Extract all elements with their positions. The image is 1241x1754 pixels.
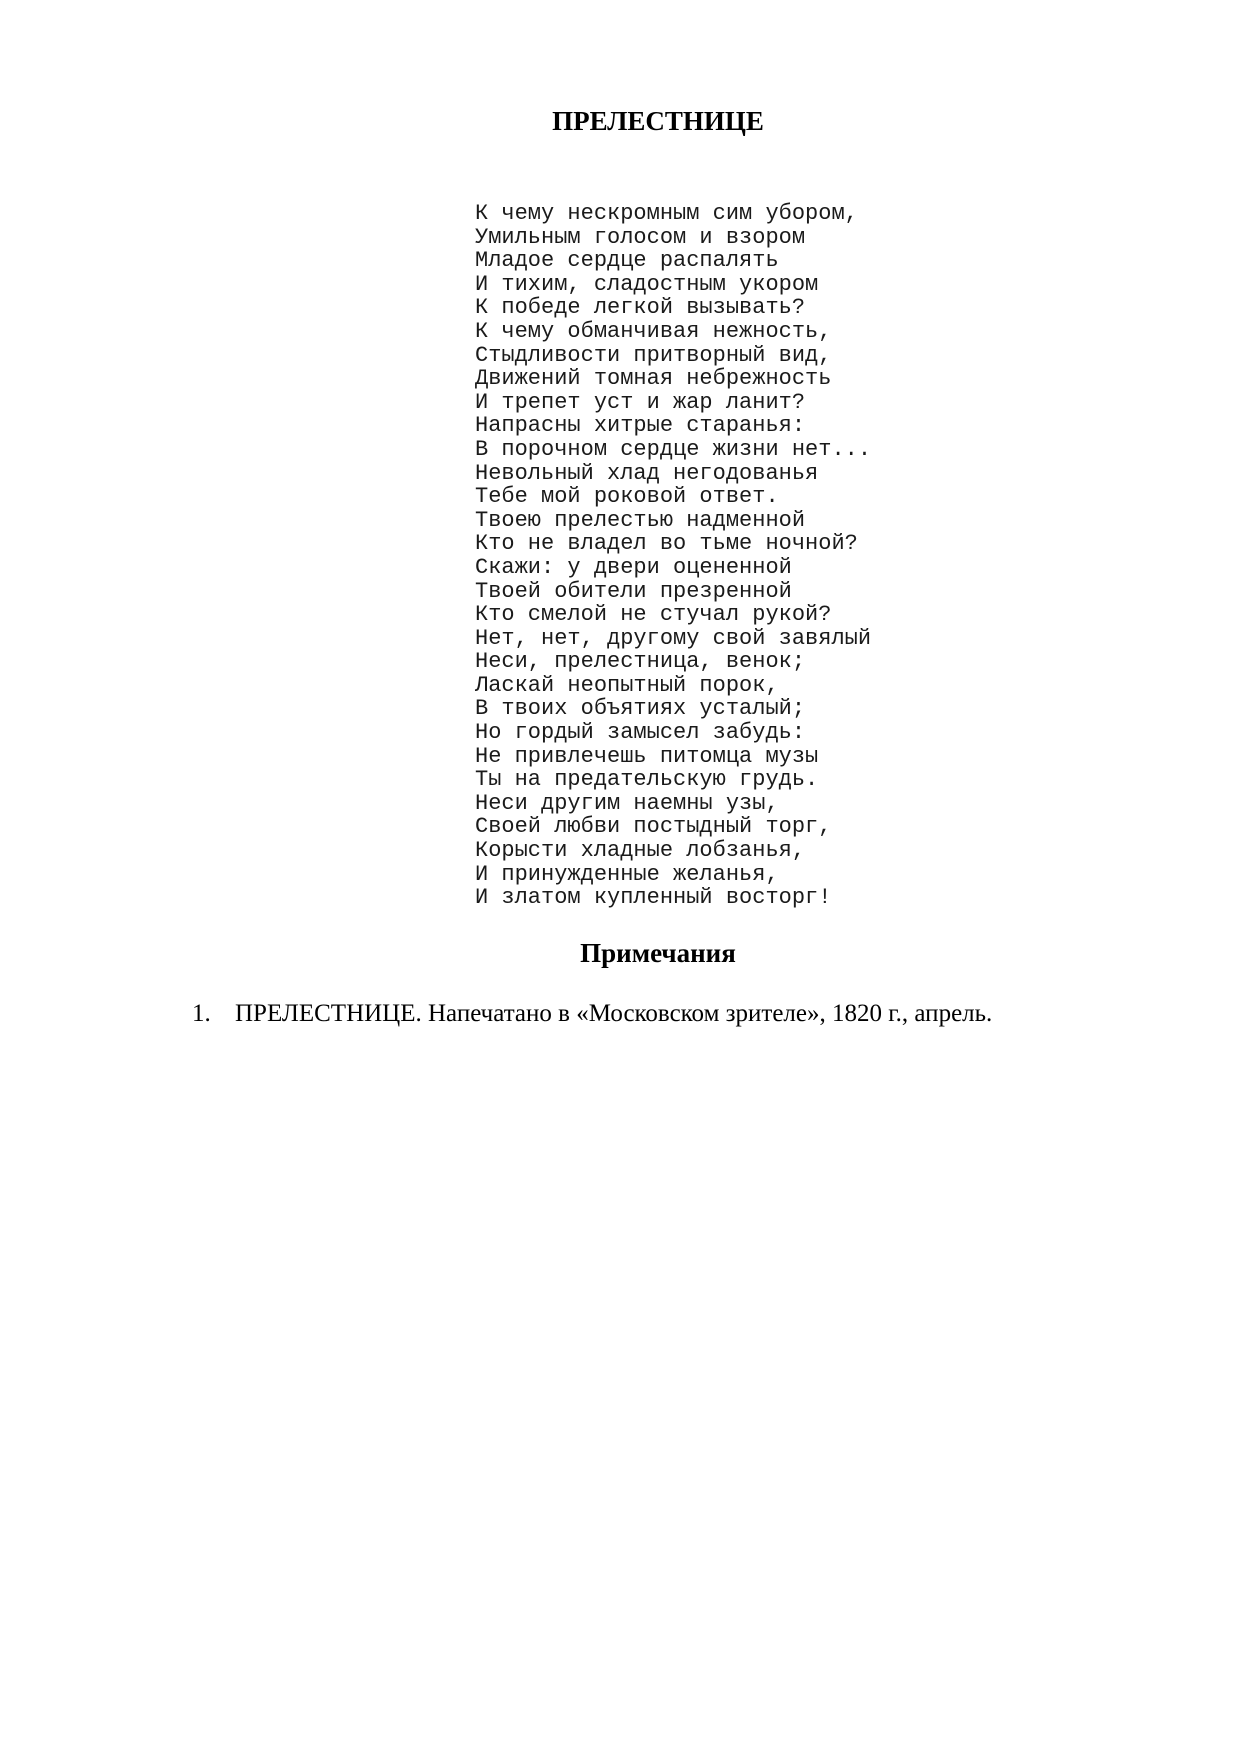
poem-line: Не привлечешь питомца музы bbox=[475, 743, 819, 769]
poem-title: ПРЕЛЕСТНИЦЕ bbox=[552, 106, 764, 136]
poem-body bbox=[475, 202, 871, 910]
poem-line: Корысти хладные лобзанья, bbox=[475, 838, 806, 864]
poem-line: К чему обманчивая нежность, bbox=[475, 318, 832, 344]
poem-line: Ласкай неопытный порок, bbox=[475, 672, 779, 698]
poem-line: Неси другим наемны узы, bbox=[475, 790, 779, 816]
poem-line: Ты на предательскую грудь. bbox=[475, 767, 819, 793]
poem-line: Тебе мой роковой ответ. bbox=[475, 484, 779, 510]
poem-line: Нет, нет, другому свой завялый bbox=[475, 625, 872, 651]
poem-line: Твоей обители презренной bbox=[475, 578, 792, 604]
note-number: 1. bbox=[192, 1000, 211, 1027]
note-text: ПРЕЛЕСТНИЦЕ. Напечатано в «Московском зрителе», 1820 г., апрель. bbox=[235, 1000, 993, 1027]
poem-line: К победе легкой вызывать? bbox=[475, 295, 806, 321]
poem-line: Своей любви постыдный торг, bbox=[475, 814, 832, 840]
poem-line: И златом купленный восторг! bbox=[475, 885, 832, 911]
poem-line: И тихим, сладостным укором bbox=[475, 271, 819, 297]
poem-line: И трепет уст и жар ланит? bbox=[475, 389, 806, 415]
poem-line: Стыдливости притворный вид, bbox=[475, 342, 832, 368]
poem-line: Движений томная небрежность bbox=[475, 366, 832, 392]
poem-line: В порочном сердце жизни нет... bbox=[475, 436, 872, 462]
note-item bbox=[192, 999, 1153, 1028]
poem-line: Неси, прелестница, венок; bbox=[475, 649, 806, 675]
poem-line: К чему нескромным сим убором, bbox=[475, 201, 858, 226]
poem-line: Кто не владел во тьме ночной? bbox=[475, 531, 858, 557]
poem-line: Твоею прелестью надменной bbox=[475, 507, 806, 533]
poem-line: Младое сердце распалять bbox=[475, 248, 779, 274]
poem-line: Напрасны хитрые старанья: bbox=[475, 413, 806, 439]
poem-line: Скажи: у двери оцененной bbox=[475, 554, 792, 580]
notes-heading: Примечания bbox=[580, 938, 736, 968]
poem-line: Кто смелой не стучал рукой? bbox=[475, 602, 832, 628]
poem-line: И принужденные желанья, bbox=[475, 861, 779, 887]
poem-line: Невольный хлад негодованья bbox=[475, 460, 819, 486]
poem-line: В твоих объятиях усталый; bbox=[475, 696, 806, 722]
poem-line: Но гордый замысел забудь: bbox=[475, 720, 806, 746]
poem-line: Умильным голосом и взором bbox=[475, 224, 806, 250]
